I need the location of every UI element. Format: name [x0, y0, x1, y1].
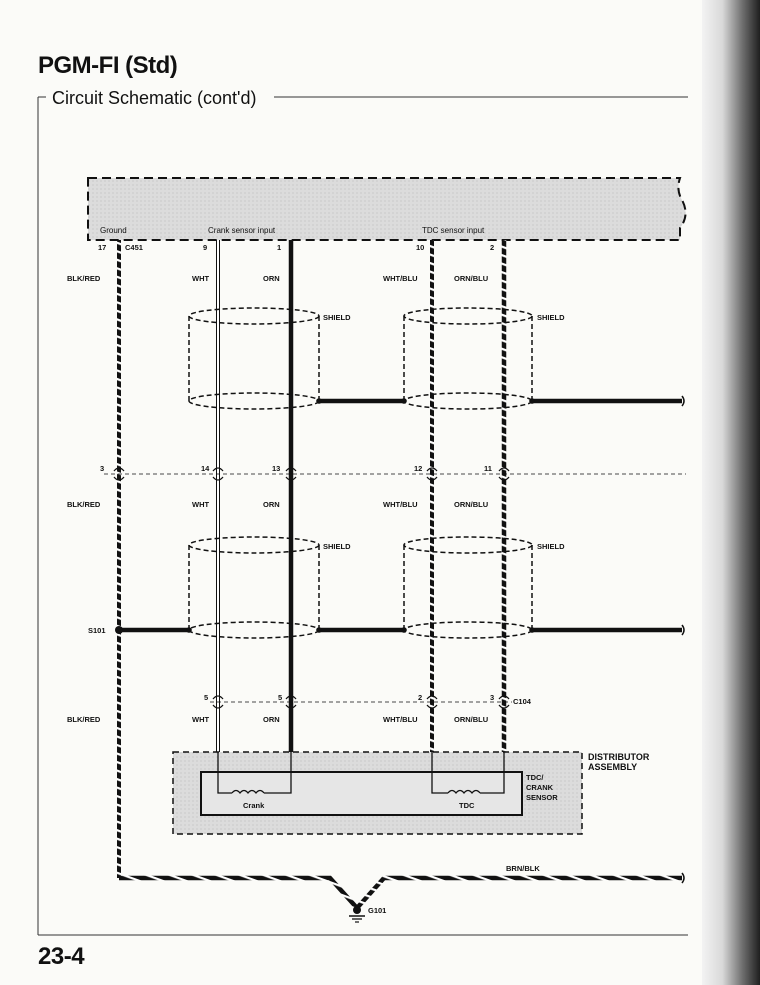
crank-sensor-input-label: Crank sensor input [208, 226, 276, 235]
pin-crank-wht: 9 [203, 243, 208, 252]
ground-g101: G101 [368, 906, 387, 915]
label-ornblu-3: ORN/BLU [454, 715, 489, 724]
page-title: PGM-FI (Std) [38, 52, 178, 79]
shield-label-4: SHIELD [537, 542, 565, 551]
pin-tdc-whtblu: 10 [416, 243, 425, 252]
label-orn-3: ORN [263, 715, 280, 724]
row2-pin-whtblu: 2 [418, 693, 423, 702]
distributor-label-2: ASSEMBLY [588, 762, 638, 772]
shield-label-3: SHIELD [323, 542, 351, 551]
label-whtblu-2: WHT/BLU [383, 500, 418, 509]
row1-pin-blkred: 3 [100, 464, 105, 473]
tdc-sensor-input-label: TDC sensor input [422, 226, 485, 235]
connector-c104: C104 [513, 697, 531, 706]
row1-pin-ornblu: 11 [484, 464, 492, 473]
label-blkred-2: BLK/RED [67, 500, 101, 509]
label-brnblk: BRN/BLK [506, 864, 540, 873]
label-wht-1: WHT [192, 274, 210, 283]
label-orn-1: ORN [263, 274, 280, 283]
wire-labels-row3 [67, 715, 488, 724]
ground-symbol-icon [349, 906, 365, 922]
label-whtblu-3: WHT/BLU [383, 715, 418, 724]
row2-pin-ornblu: 3 [490, 693, 495, 702]
row2-pin-orn: 5 [278, 693, 283, 702]
ecu-box [88, 178, 686, 240]
ground-label: Ground [100, 226, 127, 235]
ground-bus-brnblk [119, 873, 684, 908]
splice-s101: S101 [88, 626, 106, 635]
row1-pin-orn: 13 [272, 464, 281, 473]
pin-tdc-ornblu: 2 [490, 243, 495, 252]
distributor-label-1: DISTRIBUTOR [588, 752, 650, 762]
sensor-label-1: TDC/ [526, 773, 544, 782]
row1-pin-wht: 14 [201, 464, 210, 473]
label-wht-3: WHT [192, 715, 210, 724]
sensor-label-3: SENSOR [526, 793, 558, 802]
row1-pin-whtblu: 12 [414, 464, 423, 473]
shield-drain-lower [115, 625, 684, 635]
label-whtblu-1: WHT/BLU [383, 274, 418, 283]
tdc-coil-label: TDC [459, 801, 475, 810]
section-subtitle: Circuit Schematic (cont'd) [52, 88, 257, 108]
crank-coil-label: Crank [243, 801, 265, 810]
pin-ground: 17 [98, 243, 107, 252]
label-blkred-3: BLK/RED [67, 715, 101, 724]
shield-tdc-lower [404, 537, 532, 638]
wire-labels-row2 [67, 500, 488, 509]
shield-drain-upper [316, 396, 684, 406]
shield-crank-lower [189, 537, 319, 638]
label-wht-2: WHT [192, 500, 210, 509]
wire-labels-row1 [67, 274, 488, 283]
page-number: 23-4 [38, 943, 85, 970]
row2-pin-wht: 5 [204, 693, 209, 702]
shield-label-2: SHIELD [537, 313, 565, 322]
label-ornblu-1: ORN/BLU [454, 274, 489, 283]
shield-label-1: SHIELD [323, 313, 351, 322]
distributor-assembly [173, 752, 582, 834]
shield-tdc-upper [404, 308, 532, 409]
shield-crank-upper [189, 308, 319, 409]
label-orn-2: ORN [263, 500, 280, 509]
sensor-label-2: CRANK [526, 783, 554, 792]
pin-crank-orn: 1 [277, 243, 282, 252]
label-blkred-1: BLK/RED [67, 274, 101, 283]
connector-c451: C451 [125, 243, 143, 252]
label-ornblu-2: ORN/BLU [454, 500, 489, 509]
